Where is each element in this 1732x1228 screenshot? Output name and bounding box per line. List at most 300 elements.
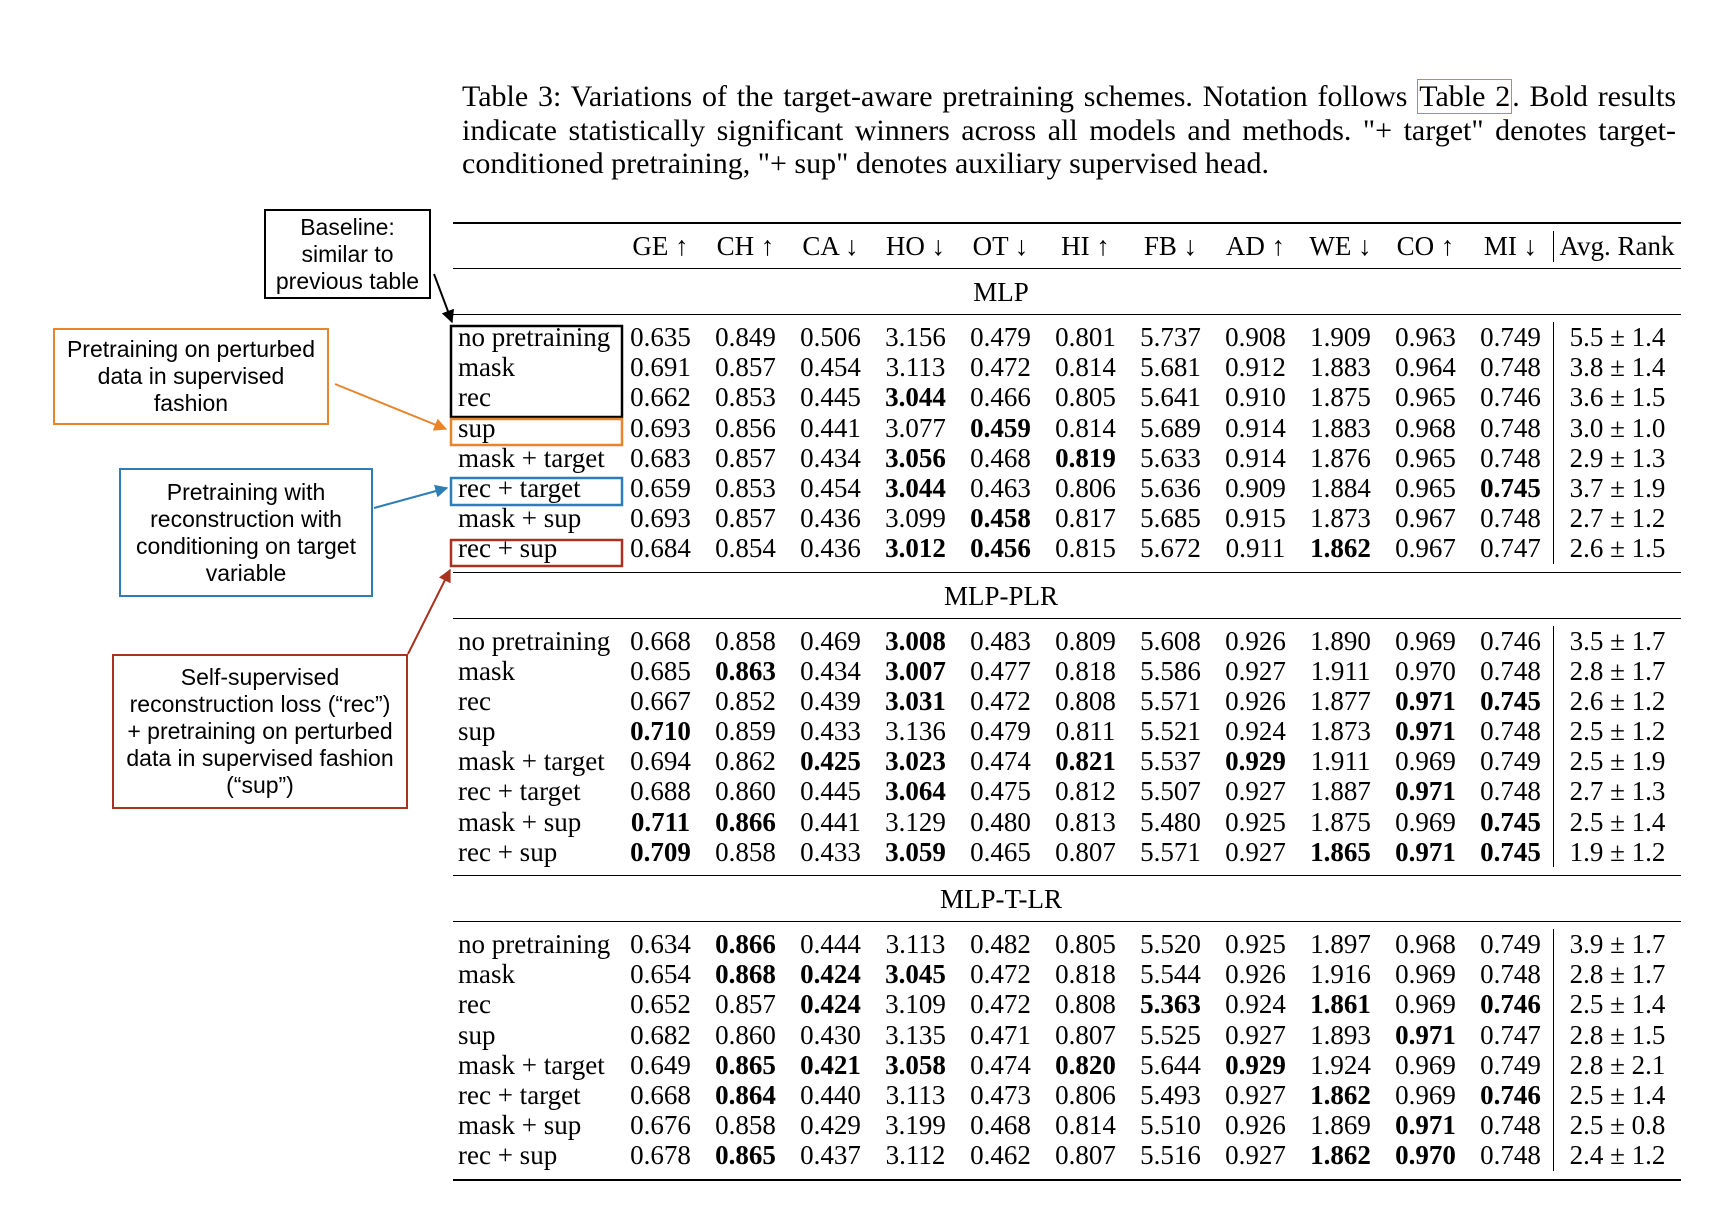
value-cell: 0.472 bbox=[970, 959, 1031, 990]
value-cell: 0.821 bbox=[1055, 746, 1116, 777]
value-cell: 0.909 bbox=[1225, 472, 1286, 503]
row-label: no pretraining bbox=[458, 625, 611, 656]
table-row bbox=[453, 929, 1681, 959]
value-cell: 0.969 bbox=[1395, 959, 1456, 990]
value-cell: 0.967 bbox=[1395, 533, 1456, 564]
value-cell: 0.746 bbox=[1480, 1079, 1541, 1110]
value-cell: 0.747 bbox=[1480, 533, 1541, 564]
value-cell: 0.684 bbox=[630, 533, 691, 564]
row-label: mask + sup bbox=[458, 503, 582, 534]
value-cell: 0.483 bbox=[970, 625, 1031, 656]
value-cell: 3.113 bbox=[885, 352, 946, 383]
value-cell: 0.857 bbox=[715, 989, 776, 1020]
value-cell: 3.031 bbox=[885, 685, 946, 716]
value-cell: 3.199 bbox=[885, 1110, 946, 1141]
column-header: FB ↓ bbox=[1143, 231, 1198, 261]
table-row bbox=[453, 533, 1681, 563]
value-cell: 0.971 bbox=[1395, 1110, 1456, 1141]
annotation-baseline-text: Baseline: similar to previous table bbox=[275, 213, 420, 294]
value-cell: 0.749 bbox=[1480, 322, 1541, 352]
avg-rank-cell: 3.9 ± 1.7 bbox=[1553, 929, 1681, 959]
value-cell: 0.965 bbox=[1395, 442, 1456, 473]
value-cell: 0.473 bbox=[970, 1079, 1031, 1110]
value-cell: 0.472 bbox=[970, 989, 1031, 1020]
value-cell: 3.064 bbox=[885, 776, 946, 807]
row-label: mask + sup bbox=[458, 806, 582, 837]
value-cell: 0.441 bbox=[800, 412, 861, 443]
table-row bbox=[453, 776, 1681, 806]
value-cell: 0.482 bbox=[970, 929, 1031, 959]
value-cell: 3.113 bbox=[885, 929, 946, 959]
value-cell: 5.493 bbox=[1140, 1079, 1201, 1110]
value-cell: 0.693 bbox=[630, 412, 691, 443]
value-cell: 0.801 bbox=[1055, 322, 1116, 352]
avg-rank-cell: 1.9 ± 1.2 bbox=[1553, 837, 1681, 867]
table-row bbox=[453, 686, 1681, 716]
value-cell: 0.969 bbox=[1395, 625, 1456, 656]
row-label: rec + sup bbox=[458, 836, 558, 867]
avg-rank-cell: 2.5 ± 1.4 bbox=[1553, 989, 1681, 1019]
value-cell: 0.440 bbox=[800, 1079, 861, 1110]
value-cell: 0.711 bbox=[630, 806, 691, 837]
value-cell: 0.748 bbox=[1480, 442, 1541, 473]
value-cell: 0.693 bbox=[630, 503, 691, 534]
table-row bbox=[453, 382, 1681, 412]
value-cell: 0.745 bbox=[1480, 472, 1541, 503]
avg-rank-cell: 2.8 ± 1.7 bbox=[1553, 656, 1681, 686]
table-row bbox=[453, 746, 1681, 776]
value-cell: 0.868 bbox=[715, 959, 776, 990]
table-row bbox=[453, 1080, 1681, 1110]
value-cell: 0.477 bbox=[970, 655, 1031, 686]
value-cell: 0.814 bbox=[1055, 352, 1116, 383]
annotation-rec-target-text: Pretraining with reconstruction with conditioning on target variable bbox=[136, 478, 356, 586]
row-label: mask bbox=[458, 959, 515, 990]
value-cell: 5.571 bbox=[1140, 685, 1201, 716]
table-row bbox=[453, 807, 1681, 837]
table-row bbox=[453, 959, 1681, 989]
value-cell: 0.466 bbox=[970, 382, 1031, 413]
value-cell: 1.861 bbox=[1310, 989, 1371, 1020]
table-2-link[interactable]: Table 2 bbox=[1419, 80, 1511, 113]
value-cell: 0.860 bbox=[715, 1019, 776, 1050]
value-cell: 0.748 bbox=[1480, 959, 1541, 990]
value-cell: 0.424 bbox=[800, 959, 861, 990]
column-header: CO ↑ bbox=[1396, 231, 1455, 261]
value-cell: 0.454 bbox=[800, 472, 861, 503]
value-cell: 0.747 bbox=[1480, 1019, 1541, 1050]
value-cell: 5.544 bbox=[1140, 959, 1201, 990]
row-label: no pretraining bbox=[458, 322, 611, 352]
value-cell: 0.688 bbox=[630, 776, 691, 807]
row-label: rec bbox=[458, 685, 491, 716]
avg-rank-cell: 2.8 ± 2.1 bbox=[1553, 1050, 1681, 1080]
value-cell: 0.818 bbox=[1055, 655, 1116, 686]
value-cell: 0.434 bbox=[800, 442, 861, 473]
value-cell: 0.857 bbox=[715, 442, 776, 473]
value-cell: 0.436 bbox=[800, 533, 861, 564]
value-cell: 5.537 bbox=[1140, 746, 1201, 777]
value-cell: 5.737 bbox=[1140, 322, 1201, 352]
sup-arrow bbox=[335, 384, 446, 429]
value-cell: 5.510 bbox=[1140, 1110, 1201, 1141]
value-cell: 0.967 bbox=[1395, 503, 1456, 534]
value-cell: 1.876 bbox=[1310, 442, 1371, 473]
value-cell: 0.439 bbox=[800, 685, 861, 716]
avg-rank-cell: 2.5 ± 1.4 bbox=[1553, 1080, 1681, 1110]
value-cell: 0.425 bbox=[800, 746, 861, 777]
value-cell: 1.916 bbox=[1310, 959, 1371, 990]
table-row bbox=[453, 989, 1681, 1019]
table-caption bbox=[462, 80, 1676, 181]
value-cell: 0.649 bbox=[630, 1049, 691, 1080]
value-cell: 0.926 bbox=[1225, 959, 1286, 990]
value-cell: 0.709 bbox=[630, 836, 691, 867]
value-cell: 0.817 bbox=[1055, 503, 1116, 534]
value-cell: 0.479 bbox=[970, 322, 1031, 352]
value-cell: 0.424 bbox=[800, 989, 861, 1020]
avg-rank-cell: 2.7 ± 1.3 bbox=[1553, 776, 1681, 806]
value-cell: 0.659 bbox=[630, 472, 691, 503]
avg-rank-cell: 2.5 ± 1.2 bbox=[1553, 716, 1681, 746]
value-cell: 0.849 bbox=[715, 322, 776, 352]
value-cell: 5.636 bbox=[1140, 472, 1201, 503]
table-row bbox=[453, 837, 1681, 867]
row-label: mask + sup bbox=[458, 1110, 582, 1141]
value-cell: 0.924 bbox=[1225, 989, 1286, 1020]
value-cell: 0.749 bbox=[1480, 1049, 1541, 1080]
column-header: HO ↓ bbox=[885, 231, 946, 261]
value-cell: 3.156 bbox=[885, 322, 946, 352]
value-cell: 0.710 bbox=[630, 716, 691, 747]
value-cell: 5.586 bbox=[1140, 655, 1201, 686]
value-cell: 1.873 bbox=[1310, 716, 1371, 747]
rec-sup-arrow bbox=[408, 570, 450, 654]
value-cell: 0.864 bbox=[715, 1079, 776, 1110]
header-label-cell bbox=[453, 224, 618, 268]
value-cell: 0.468 bbox=[970, 1110, 1031, 1141]
value-cell: 5.480 bbox=[1140, 806, 1201, 837]
annotation-sup-box bbox=[53, 328, 329, 425]
value-cell: 0.929 bbox=[1225, 1049, 1286, 1080]
annotation-baseline-box bbox=[264, 209, 431, 299]
value-cell: 0.748 bbox=[1480, 1110, 1541, 1141]
value-cell: 1.875 bbox=[1310, 806, 1371, 837]
value-cell: 0.865 bbox=[715, 1049, 776, 1080]
value-cell: 0.927 bbox=[1225, 836, 1286, 867]
section-title: MLP-T-LR bbox=[453, 876, 1681, 922]
value-cell: 0.965 bbox=[1395, 382, 1456, 413]
value-cell: 0.970 bbox=[1395, 1140, 1456, 1171]
avg-rank-cell: 3.5 ± 1.7 bbox=[1553, 626, 1681, 656]
value-cell: 0.969 bbox=[1395, 746, 1456, 777]
value-cell: 0.472 bbox=[970, 352, 1031, 383]
value-cell: 3.109 bbox=[885, 989, 946, 1020]
value-cell: 0.971 bbox=[1395, 836, 1456, 867]
avg-rank-header: Avg. Rank bbox=[1553, 224, 1681, 268]
value-cell: 5.672 bbox=[1140, 533, 1201, 564]
value-cell: 0.445 bbox=[800, 776, 861, 807]
section-rows bbox=[453, 315, 1681, 573]
value-cell: 3.113 bbox=[885, 1079, 946, 1110]
value-cell: 0.963 bbox=[1395, 322, 1456, 352]
row-label: rec + target bbox=[458, 776, 581, 807]
value-cell: 0.820 bbox=[1055, 1049, 1116, 1080]
avg-rank-cell: 2.9 ± 1.3 bbox=[1553, 443, 1681, 473]
value-cell: 0.866 bbox=[715, 929, 776, 959]
row-label: sup bbox=[458, 716, 496, 747]
value-cell: 0.811 bbox=[1055, 716, 1116, 747]
value-cell: 0.746 bbox=[1480, 382, 1541, 413]
value-cell: 0.749 bbox=[1480, 746, 1541, 777]
caption-text-end: . Bold results indicate statistically significant winners across all models and methods. "+ target" denotes target-conditioned pretraining, "+ sup" denotes auxiliary supervised head. bbox=[462, 80, 1677, 181]
value-cell: 0.908 bbox=[1225, 322, 1286, 352]
value-cell: 0.433 bbox=[800, 836, 861, 867]
avg-rank-cell: 2.4 ± 1.2 bbox=[1553, 1140, 1681, 1170]
caption-text-start: Table 3: Variations of the target-aware pretraining schemes. Notation follows bbox=[462, 80, 1418, 113]
value-cell: 5.644 bbox=[1140, 1049, 1201, 1080]
row-label: rec + target bbox=[458, 472, 581, 503]
value-cell: 3.007 bbox=[885, 655, 946, 686]
annotation-rec-sup-box bbox=[112, 654, 408, 809]
avg-rank-cell: 2.8 ± 1.5 bbox=[1553, 1020, 1681, 1050]
value-cell: 0.682 bbox=[630, 1019, 691, 1050]
value-cell: 0.852 bbox=[715, 685, 776, 716]
avg-rank-cell: 2.6 ± 1.5 bbox=[1553, 533, 1681, 563]
value-cell: 0.924 bbox=[1225, 716, 1286, 747]
value-cell: 0.809 bbox=[1055, 625, 1116, 656]
avg-rank-cell: 2.5 ± 1.9 bbox=[1553, 746, 1681, 776]
value-cell: 0.634 bbox=[630, 929, 691, 959]
value-cell: 0.858 bbox=[715, 1110, 776, 1141]
value-cell: 0.927 bbox=[1225, 1019, 1286, 1050]
value-cell: 1.865 bbox=[1310, 836, 1371, 867]
value-cell: 0.807 bbox=[1055, 836, 1116, 867]
column-header: WE ↓ bbox=[1309, 231, 1372, 261]
value-cell: 0.969 bbox=[1395, 1049, 1456, 1080]
table-row bbox=[453, 322, 1681, 352]
value-cell: 0.929 bbox=[1225, 746, 1286, 777]
value-cell: 3.129 bbox=[885, 806, 946, 837]
value-cell: 0.479 bbox=[970, 716, 1031, 747]
value-cell: 0.749 bbox=[1480, 929, 1541, 959]
value-cell: 0.434 bbox=[800, 655, 861, 686]
value-cell: 0.865 bbox=[715, 1140, 776, 1171]
value-cell: 0.971 bbox=[1395, 716, 1456, 747]
avg-rank-cell: 3.8 ± 1.4 bbox=[1553, 352, 1681, 382]
value-cell: 0.468 bbox=[970, 442, 1031, 473]
value-cell: 5.507 bbox=[1140, 776, 1201, 807]
value-cell: 1.862 bbox=[1310, 1140, 1371, 1171]
avg-rank-cell: 3.6 ± 1.5 bbox=[1553, 382, 1681, 412]
value-cell: 5.516 bbox=[1140, 1140, 1201, 1171]
row-label: rec bbox=[458, 989, 491, 1020]
value-cell: 0.853 bbox=[715, 472, 776, 503]
value-cell: 0.506 bbox=[800, 322, 861, 352]
value-cell: 0.421 bbox=[800, 1049, 861, 1080]
value-cell: 0.746 bbox=[1480, 989, 1541, 1020]
avg-rank-cell: 2.7 ± 1.2 bbox=[1553, 503, 1681, 533]
value-cell: 0.805 bbox=[1055, 929, 1116, 959]
value-cell: 0.667 bbox=[630, 685, 691, 716]
header-row bbox=[453, 224, 1681, 269]
column-header: MI ↓ bbox=[1483, 231, 1538, 261]
value-cell: 1.909 bbox=[1310, 322, 1371, 352]
table-row bbox=[453, 1050, 1681, 1080]
annotation-rec-target-box bbox=[119, 468, 373, 597]
row-label: rec + sup bbox=[458, 533, 558, 564]
table-row bbox=[453, 1110, 1681, 1140]
value-cell: 1.883 bbox=[1310, 352, 1371, 383]
value-cell: 1.924 bbox=[1310, 1049, 1371, 1080]
value-cell: 1.897 bbox=[1310, 929, 1371, 959]
value-cell: 0.971 bbox=[1395, 685, 1456, 716]
value-cell: 0.927 bbox=[1225, 776, 1286, 807]
value-cell: 3.044 bbox=[885, 472, 946, 503]
value-cell: 3.059 bbox=[885, 836, 946, 867]
column-header: GE ↑ bbox=[632, 231, 689, 261]
value-cell: 1.873 bbox=[1310, 503, 1371, 534]
value-cell: 0.807 bbox=[1055, 1019, 1116, 1050]
value-cell: 0.745 bbox=[1480, 836, 1541, 867]
value-cell: 0.971 bbox=[1395, 776, 1456, 807]
value-cell: 5.520 bbox=[1140, 929, 1201, 959]
value-cell: 0.859 bbox=[715, 716, 776, 747]
value-cell: 0.812 bbox=[1055, 776, 1116, 807]
value-cell: 0.860 bbox=[715, 776, 776, 807]
annotation-sup-text: Pretraining on perturbed data in supervised fashion bbox=[66, 336, 316, 416]
row-label: rec + sup bbox=[458, 1140, 558, 1171]
table-row bbox=[453, 352, 1681, 382]
row-label: rec + target bbox=[458, 1079, 581, 1110]
value-cell: 3.008 bbox=[885, 625, 946, 656]
value-cell: 5.363 bbox=[1140, 989, 1201, 1020]
value-cell: 0.691 bbox=[630, 352, 691, 383]
value-cell: 1.875 bbox=[1310, 382, 1371, 413]
value-cell: 0.748 bbox=[1480, 716, 1541, 747]
value-cell: 5.685 bbox=[1140, 503, 1201, 534]
value-cell: 0.462 bbox=[970, 1140, 1031, 1171]
value-cell: 0.444 bbox=[800, 929, 861, 959]
section-rows bbox=[453, 922, 1681, 1179]
value-cell: 1.862 bbox=[1310, 1079, 1371, 1110]
value-cell: 0.685 bbox=[630, 655, 691, 686]
value-cell: 3.099 bbox=[885, 503, 946, 534]
value-cell: 0.445 bbox=[800, 382, 861, 413]
table-row bbox=[453, 413, 1681, 443]
value-cell: 3.056 bbox=[885, 442, 946, 473]
table-row bbox=[453, 443, 1681, 473]
value-cell: 3.058 bbox=[885, 1049, 946, 1080]
value-cell: 5.641 bbox=[1140, 382, 1201, 413]
value-cell: 0.437 bbox=[800, 1140, 861, 1171]
value-cell: 0.815 bbox=[1055, 533, 1116, 564]
row-label: mask bbox=[458, 352, 515, 383]
value-cell: 3.077 bbox=[885, 412, 946, 443]
value-cell: 5.571 bbox=[1140, 836, 1201, 867]
value-cell: 1.893 bbox=[1310, 1019, 1371, 1050]
table-row bbox=[453, 626, 1681, 656]
value-cell: 0.912 bbox=[1225, 352, 1286, 383]
avg-rank-cell: 2.5 ± 1.4 bbox=[1553, 807, 1681, 837]
value-cell: 0.683 bbox=[630, 442, 691, 473]
value-cell: 0.819 bbox=[1055, 442, 1116, 473]
value-cell: 0.926 bbox=[1225, 1110, 1286, 1141]
column-header: HI ↑ bbox=[1061, 231, 1110, 261]
value-cell: 1.911 bbox=[1310, 655, 1371, 686]
value-cell: 0.964 bbox=[1395, 352, 1456, 383]
table-row bbox=[453, 1140, 1681, 1170]
table-row bbox=[453, 503, 1681, 533]
column-header: OT ↓ bbox=[972, 231, 1029, 261]
value-cell: 0.910 bbox=[1225, 382, 1286, 413]
value-cell: 0.745 bbox=[1480, 806, 1541, 837]
value-cell: 0.748 bbox=[1480, 655, 1541, 686]
value-cell: 0.814 bbox=[1055, 412, 1116, 443]
value-cell: 0.662 bbox=[630, 382, 691, 413]
results-table bbox=[453, 222, 1681, 1181]
value-cell: 5.689 bbox=[1140, 412, 1201, 443]
value-cell: 0.746 bbox=[1480, 625, 1541, 656]
value-cell: 0.454 bbox=[800, 352, 861, 383]
value-cell: 0.814 bbox=[1055, 1110, 1116, 1141]
value-cell: 0.813 bbox=[1055, 806, 1116, 837]
value-cell: 0.474 bbox=[970, 1049, 1031, 1080]
value-cell: 0.805 bbox=[1055, 382, 1116, 413]
value-cell: 0.925 bbox=[1225, 929, 1286, 959]
value-cell: 0.748 bbox=[1480, 352, 1541, 383]
value-cell: 0.856 bbox=[715, 412, 776, 443]
value-cell: 0.748 bbox=[1480, 776, 1541, 807]
value-cell: 0.806 bbox=[1055, 472, 1116, 503]
value-cell: 0.968 bbox=[1395, 412, 1456, 443]
value-cell: 3.136 bbox=[885, 716, 946, 747]
row-label: sup bbox=[458, 1019, 496, 1050]
value-cell: 0.808 bbox=[1055, 685, 1116, 716]
column-header: CH ↑ bbox=[716, 231, 775, 261]
value-cell: 0.654 bbox=[630, 959, 691, 990]
value-cell: 0.433 bbox=[800, 716, 861, 747]
section-title: MLP-PLR bbox=[453, 573, 1681, 619]
value-cell: 1.890 bbox=[1310, 625, 1371, 656]
value-cell: 0.927 bbox=[1225, 1079, 1286, 1110]
value-cell: 0.694 bbox=[630, 746, 691, 777]
value-cell: 5.633 bbox=[1140, 442, 1201, 473]
value-cell: 1.869 bbox=[1310, 1110, 1371, 1141]
value-cell: 0.965 bbox=[1395, 472, 1456, 503]
avg-rank-cell: 2.8 ± 1.7 bbox=[1553, 959, 1681, 989]
value-cell: 3.045 bbox=[885, 959, 946, 990]
value-cell: 0.927 bbox=[1225, 655, 1286, 686]
value-cell: 0.441 bbox=[800, 806, 861, 837]
value-cell: 0.668 bbox=[630, 1079, 691, 1110]
row-label: mask + target bbox=[458, 746, 605, 777]
row-label: mask + target bbox=[458, 442, 605, 473]
value-cell: 0.863 bbox=[715, 655, 776, 686]
table-row bbox=[453, 1020, 1681, 1050]
value-cell: 1.883 bbox=[1310, 412, 1371, 443]
value-cell: 0.429 bbox=[800, 1110, 861, 1141]
value-cell: 0.911 bbox=[1225, 533, 1286, 564]
value-cell: 0.926 bbox=[1225, 625, 1286, 656]
table-row bbox=[453, 656, 1681, 686]
value-cell: 0.926 bbox=[1225, 685, 1286, 716]
value-cell: 0.652 bbox=[630, 989, 691, 1020]
value-cell: 3.112 bbox=[885, 1140, 946, 1171]
avg-rank-cell: 3.7 ± 1.9 bbox=[1553, 473, 1681, 503]
avg-rank-cell: 5.5 ± 1.4 bbox=[1553, 322, 1681, 352]
value-cell: 0.968 bbox=[1395, 929, 1456, 959]
